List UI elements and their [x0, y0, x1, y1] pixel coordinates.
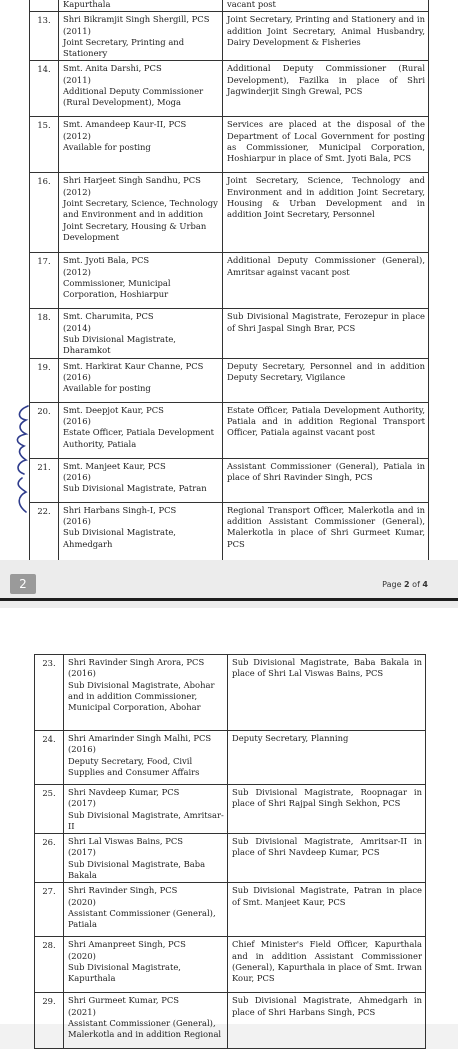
officer-line: (2021)	[68, 1006, 96, 1017]
page-total: 4	[422, 580, 428, 589]
officer-line: Shri Lal Viswas Bains, PCS	[68, 836, 183, 847]
page-label: Page	[382, 580, 405, 589]
officer-line: Assistant Commissioner (General), Malerkotla and in addition Regional	[68, 1017, 222, 1040]
officer-line: Smt. Harkirat Kaur Channe, PCS	[63, 360, 204, 371]
officer-line: Smt. Charumita, PCS	[63, 311, 154, 322]
serial-number-cell	[30, 0, 59, 12]
table-row	[30, 402, 429, 458]
officer-line: Sub Divisional Magistrate, Patran	[63, 483, 207, 494]
officer-line: Commissioner, Municipal Corporation, Hoshiarpur	[63, 278, 171, 300]
officer-line: (2012)	[63, 266, 91, 277]
posting-order-cell: Sub Divisional Magistrate, Baba Bakala in place of Shri Lal Viswas Bains, PCS	[228, 655, 426, 731]
document-page-2	[0, 608, 458, 1040]
officer-line: (2020)	[68, 950, 96, 961]
table-row	[35, 937, 426, 993]
officer-line: (2016)	[63, 371, 91, 382]
officer-cell	[59, 117, 223, 173]
posting-order-cell: Regional Transport Officer, Malerkotla and in addition Assistant Commissioner (General), Malerkotla in place of Shri Gurmeet Kumar, PCS	[223, 502, 429, 560]
posting-order-cell: Sub Divisional Magistrate, Patran in place of Smt. Manjeet Kaur, PCS	[228, 883, 426, 937]
posting-order-cell: Additional Deputy Commissioner (Rural Development), Fazilka in place of Shri Jagwinderjit Singh Grewal, PCS	[223, 61, 429, 117]
officer-line: Shri Ravinder Singh Arora, PCS	[68, 657, 205, 667]
officer-line: Smt. Jyoti Bala, PCS	[63, 255, 150, 266]
officer-cell	[59, 358, 223, 402]
serial-number-cell: 18.	[30, 309, 59, 358]
posting-order-cell: Sub Divisional Magistrate, Ferozepur in place of Shri Jaspal Singh Brar, PCS	[223, 309, 429, 358]
officer-line: (2012)	[63, 186, 91, 197]
signature	[4, 400, 34, 520]
posting-order-cell: Sub Divisional Magistrate, Roopnagar in place of Shri Rajpal Singh Sekhon, PCS	[228, 785, 426, 834]
officer-line: Smt. Manjeet Kaur, PCS	[63, 460, 166, 471]
officer-cell	[64, 731, 228, 785]
officer-cell	[59, 309, 223, 358]
officer-line: Kapurthala	[63, 0, 111, 9]
serial-number-cell: 26.	[35, 834, 64, 883]
officer-line: (2012)	[63, 130, 91, 141]
officer-line: Deputy Secretary, Food, Civil Supplies and Consumer Affairs	[68, 755, 200, 777]
table-row	[30, 253, 429, 309]
officer-cell	[59, 253, 223, 309]
table-row	[30, 358, 429, 402]
table-row	[35, 883, 426, 937]
table-row	[30, 61, 429, 117]
officer-cell	[59, 402, 223, 458]
officer-line: Available for posting	[63, 383, 151, 394]
officer-line: Assistant Commissioner (General), Patiala	[68, 907, 216, 930]
serial-number-cell: 19.	[30, 358, 59, 402]
officer-line: Shri Harbans Singh-I, PCS	[63, 504, 177, 515]
serial-number-cell: 16.	[30, 173, 59, 253]
officer-cell	[64, 883, 228, 937]
officer-line: (2016)	[63, 471, 91, 482]
serial-number-cell: 21.	[30, 458, 59, 502]
page-thumbnail-chip[interactable]: 2	[10, 574, 36, 594]
serial-number-cell: 13.	[30, 12, 59, 61]
officer-cell	[64, 655, 228, 731]
table-row	[30, 309, 429, 358]
officer-line: Smt. Deepjot Kaur, PCS	[63, 404, 164, 415]
officer-cell	[64, 785, 228, 834]
serial-number-cell: 25.	[35, 785, 64, 834]
serial-number-cell: 27.	[35, 883, 64, 937]
officer-line: Shri Gurmeet Kumar, PCS	[68, 995, 180, 1006]
posting-order-cell: Deputy Secretary, Planning	[228, 731, 426, 785]
officer-line: (2016)	[63, 415, 91, 426]
serial-number-cell: 28.	[35, 937, 64, 993]
posting-order-cell: Joint Secretary, Printing and Stationery and in addition Joint Secretary, Animal Husbandry, Dairy Development & Fisheries	[223, 12, 429, 61]
officer-cell	[64, 937, 228, 993]
posting-order-cell: Additional Deputy Commissioner (General), Amritsar against vacant post	[223, 253, 429, 309]
officer-line: (2020)	[68, 896, 96, 907]
officer-cell	[59, 12, 223, 61]
officer-cell	[64, 834, 228, 883]
officer-line: Shri Amarinder Singh Malhi, PCS	[68, 733, 212, 743]
table-row	[30, 117, 429, 173]
officer-line: Shri Amanpreet Singh, PCS	[68, 939, 186, 950]
officer-line: Sub Divisional Magistrate, Abohar and in addition Commissioner, Municipal Corporation, Abohar	[68, 679, 215, 713]
officer-line: (2016)	[63, 515, 91, 526]
officer-line: (2017)	[68, 847, 96, 858]
posting-order-cell: Deputy Secretary, Personnel and in addition Deputy Secretary, Vigilance	[223, 358, 429, 402]
page-indicator	[382, 580, 428, 589]
posting-order-cell: Joint Secretary, Science, Technology and Environment and in addition Joint Secretary, Housing & Urban Development and in addition Joint Secretary, Personnel	[223, 173, 429, 253]
table-row	[35, 834, 426, 883]
table-row	[35, 785, 426, 834]
posting-order-cell: vacant post	[223, 0, 429, 12]
officer-line: (2011)	[63, 74, 91, 85]
posting-order-cell: Services are placed at the disposal of the Department of Local Government for posting as Commissioner, Municipal Corporation, Hoshiarpur in place of Smt. Jyoti Bala, PCS	[223, 117, 429, 173]
table-row	[35, 731, 426, 785]
page-of-label: of	[409, 580, 423, 589]
officer-line: (Rural Development), Moga	[63, 97, 181, 108]
serial-number-cell: 24.	[35, 731, 64, 785]
posting-order-cell: Assistant Commissioner (General), Patiala in place of Shri Ravinder Singh, PCS	[223, 458, 429, 502]
officer-line: Sub Divisional Magistrate, Ahmedgarh	[63, 527, 176, 549]
table-row	[35, 655, 426, 731]
table-row	[30, 502, 429, 560]
posting-order-cell: Sub Divisional Magistrate, Amritsar-II in place of Shri Navdeep Kumar, PCS	[228, 834, 426, 883]
officer-line: (2011)	[63, 25, 91, 36]
officer-cell	[59, 61, 223, 117]
serial-number-cell: 14.	[30, 61, 59, 117]
table-row	[35, 993, 426, 1049]
officer-line: (2016)	[68, 668, 96, 679]
officer-line: Joint Secretary, Science, Technology and Environment and in addition Joint Secretary, Housing & Urban Development	[63, 198, 218, 242]
table-row	[30, 173, 429, 253]
transfer-table-page-2	[34, 654, 426, 1049]
table-row	[30, 0, 429, 12]
officer-cell	[59, 458, 223, 502]
page-current: 2	[404, 580, 410, 589]
officer-cell	[59, 502, 223, 560]
officer-line: (2017)	[68, 798, 96, 809]
table-row	[30, 458, 429, 502]
posting-order-cell: Sub Divisional Magistrate, Ahmedgarh in place of Shri Harbans Singh, PCS	[228, 993, 426, 1049]
officer-line: (2014)	[63, 322, 91, 333]
officer-cell	[59, 173, 223, 253]
officer-cell	[59, 0, 223, 12]
officer-line: Sub Divisional Magistrate, Baba Bakala	[68, 858, 206, 881]
officer-line: Shri Ravinder Singh, PCS	[68, 885, 178, 896]
serial-number-cell: 23.	[35, 655, 64, 731]
officer-line: (2016)	[68, 744, 96, 755]
officer-line: Joint Secretary, Printing and Stationery	[63, 36, 185, 59]
officer-line: Sub Divisional Magistrate, Dharamkot	[63, 334, 176, 356]
officer-line: Shri Navdeep Kumar, PCS	[68, 787, 180, 797]
serial-number-cell: 29.	[35, 993, 64, 1049]
posting-order-cell: Chief Minister's Field Officer, Kapurthala and in addition Assistant Commissioner (General), Kapurthala in place of Smt. Irwan Kour, PCS	[228, 937, 426, 993]
page-divider	[0, 598, 458, 601]
officer-line: Shri Harjeet Singh Sandhu, PCS	[63, 175, 201, 186]
officer-line: Sub Divisional Magistrate, Kapurthala	[68, 961, 181, 984]
serial-number-cell: 20.	[30, 402, 59, 458]
officer-line: Available for posting	[63, 142, 151, 153]
officer-line: Smt. Amandeep Kaur-II, PCS	[63, 119, 187, 130]
officer-line: Additional Deputy Commissioner	[63, 86, 204, 97]
table-row	[30, 12, 429, 61]
officer-line: Shri Bikramjit Singh Shergill, PCS	[63, 14, 210, 25]
serial-number-cell: 15.	[30, 117, 59, 173]
serial-number-cell: 22.	[30, 502, 59, 560]
transfer-table-page-1	[29, 0, 429, 561]
posting-order-cell: Estate Officer, Patiala Development Authority, Patiala and in addition Regional Transport Officer, Patiala against vacant post	[223, 402, 429, 458]
serial-number-cell: 17.	[30, 253, 59, 309]
officer-cell	[64, 993, 228, 1049]
officer-line: Smt. Anita Darshi, PCS	[63, 63, 162, 74]
officer-line: Estate Officer, Patiala Development Authority, Patiala	[63, 427, 215, 449]
officer-line: Sub Divisional Magistrate, Amritsar-II	[68, 809, 224, 831]
